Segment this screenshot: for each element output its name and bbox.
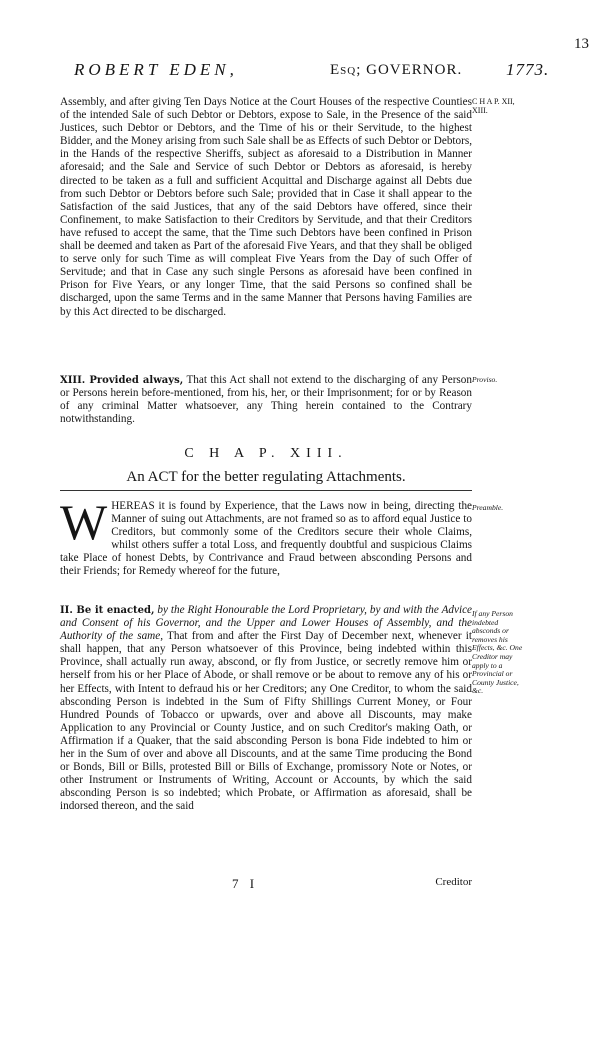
chapter-heading: C H A P. XIII. <box>184 446 348 461</box>
signature-mark: 7 I <box>232 876 259 891</box>
paragraph-enacted <box>60 604 472 814</box>
margin-note-proviso: Proviso. <box>472 375 498 384</box>
header-title: Esq; GOVERNOR. <box>330 62 463 78</box>
header-name: ROBERT EDEN, <box>74 60 238 79</box>
act-title: An ACT for the better regulating Attachments. <box>126 469 406 485</box>
running-header <box>74 60 554 86</box>
margin-note-chap: C H A P. XII, XIII. <box>472 97 515 115</box>
paragraph-1-text: Assembly, and after giving Ten Days Notice at the Court Houses of the respective Counties of the intended Sale of such Debtor or Debtors, expose to Sale, in the Presence of the said Justices, such Debtor or Debtors, and the Time of his or their Servitude, to the highest Bidder, and the Money arising from such Sale shall be as Effects of such Debtor or Debtors, in the Hands of the respective Sheriffs, subject as aforesaid to a Distribution in Manner aforesaid; and the Sale and Service of such Debtor or Debtors as aforesaid, is hereby directed to be taken as a full and sufficient Acquittal and Discharge against all Debts due from such Debtor or Debtors before such Sale; provided that in Case it shall appear to the Satisfaction of the said Justices, that any of the said Debtors have offered, since their Confinement, to make Satisfaction to their Creditors by Servitude, and that their Creditors have refused to accept the same, that the Time such Debtors have been confined in Prison shall be deemed and taken as Part of the aforesaid Five Years, and that they shall be obliged to serve only for such Time as will compleat Five Years from the Day of such Offer of Servitude; and that in Case any such single Persons as aforesaid have been confined in Prison for Five Years, or any longer Time, that the said Persons so confined shall be discharged, upon the same Terms and in the same Manner that Persons having Families are by this Act directed to be discharged. <box>60 96 472 318</box>
catchword: Creditor <box>435 876 472 888</box>
paragraph-assembly <box>60 96 472 319</box>
dropcap-letter: W <box>60 494 108 550</box>
proviso-text: That this Act shall not extend to the discharging of any Person or Persons herein before-mentioned, from his, her, or their Imprisonment; for or by Reason of any criminal Matter whatsoever, any Thing herein contained to the Contrary notwithstanding. <box>60 374 472 426</box>
proviso-lead: XIII. Provided always, <box>60 375 184 386</box>
paragraph-3-text: HEREAS it is found by Experience, that the Laws now in being, directing the Manner of suing out Attachments, are not framed so as to afford equal Justice to Creditors, but commonly some of the Creditors secure their whole Claims, whilst others suffer a total Loss, and frequently doubtful and suspicious Claims take Place of honest Debts, by Contrivance and Fraud between absconding Persons and their Friends; for Remedy whereof for the future, <box>60 500 472 578</box>
paragraph-2-text <box>60 374 472 426</box>
title-rule <box>60 490 472 491</box>
header-year: 1773. <box>506 60 550 79</box>
margin-note-preamble: Preamble. <box>472 503 504 512</box>
paragraph-proviso <box>60 374 472 426</box>
paragraph-4-text <box>60 604 472 814</box>
margin-note-creditor: If any Person indebted absconds or removes his Effects, &c. One Creditor may apply to a Provincial or County Justice, &c. <box>472 609 523 696</box>
paragraph-preamble <box>60 494 472 579</box>
enacted-italic: by the Right Honourable the Lord Proprietary, by and with the Advice and Consent of his Governor, and the Upper and Lower Houses of Assembly, and the Authority of the same, <box>60 604 472 643</box>
page-footer <box>60 876 472 894</box>
enacted-lead: II. Be it enacted, <box>60 605 155 616</box>
enacted-text: That from and after the First Day of December next, whenever it shall happen, that any Person whatsoever of this Province, being indebted within this Province, shall actually run away, abscond, or fly from Justice, or secretly remove him or herself from his or her Place of Abode, or shall remove or be about to remove any of his or her Effects, with Intent to defraud his or her Creditors; any One Creditor, to whom the said absconding Person is indebted in the Sum of Fifty Shillings Current Money, or Four Hundred Pounds of Tobacco or upwards, over and above all Discounts, may make Application to any Provincial or County Justice, and on such Creditor's making Oath, or Affirmation if a Quaker, that the said absconding Person is bona Fide indebted to him or her in the Sum of over and above all Discounts, and at the same Time producing the Bond or Bonds, Bill or Bills, protested Bill or Bills of Exchange, promissory Note or Notes, or other Instrument or Instruments of Writing, Account or Accounts, by which the said absconding Person is so indebted; which Probate, or Affirmation as aforesaid, shall be indorsed thereon, and the said <box>60 630 472 813</box>
page-number: 13 <box>574 36 589 52</box>
